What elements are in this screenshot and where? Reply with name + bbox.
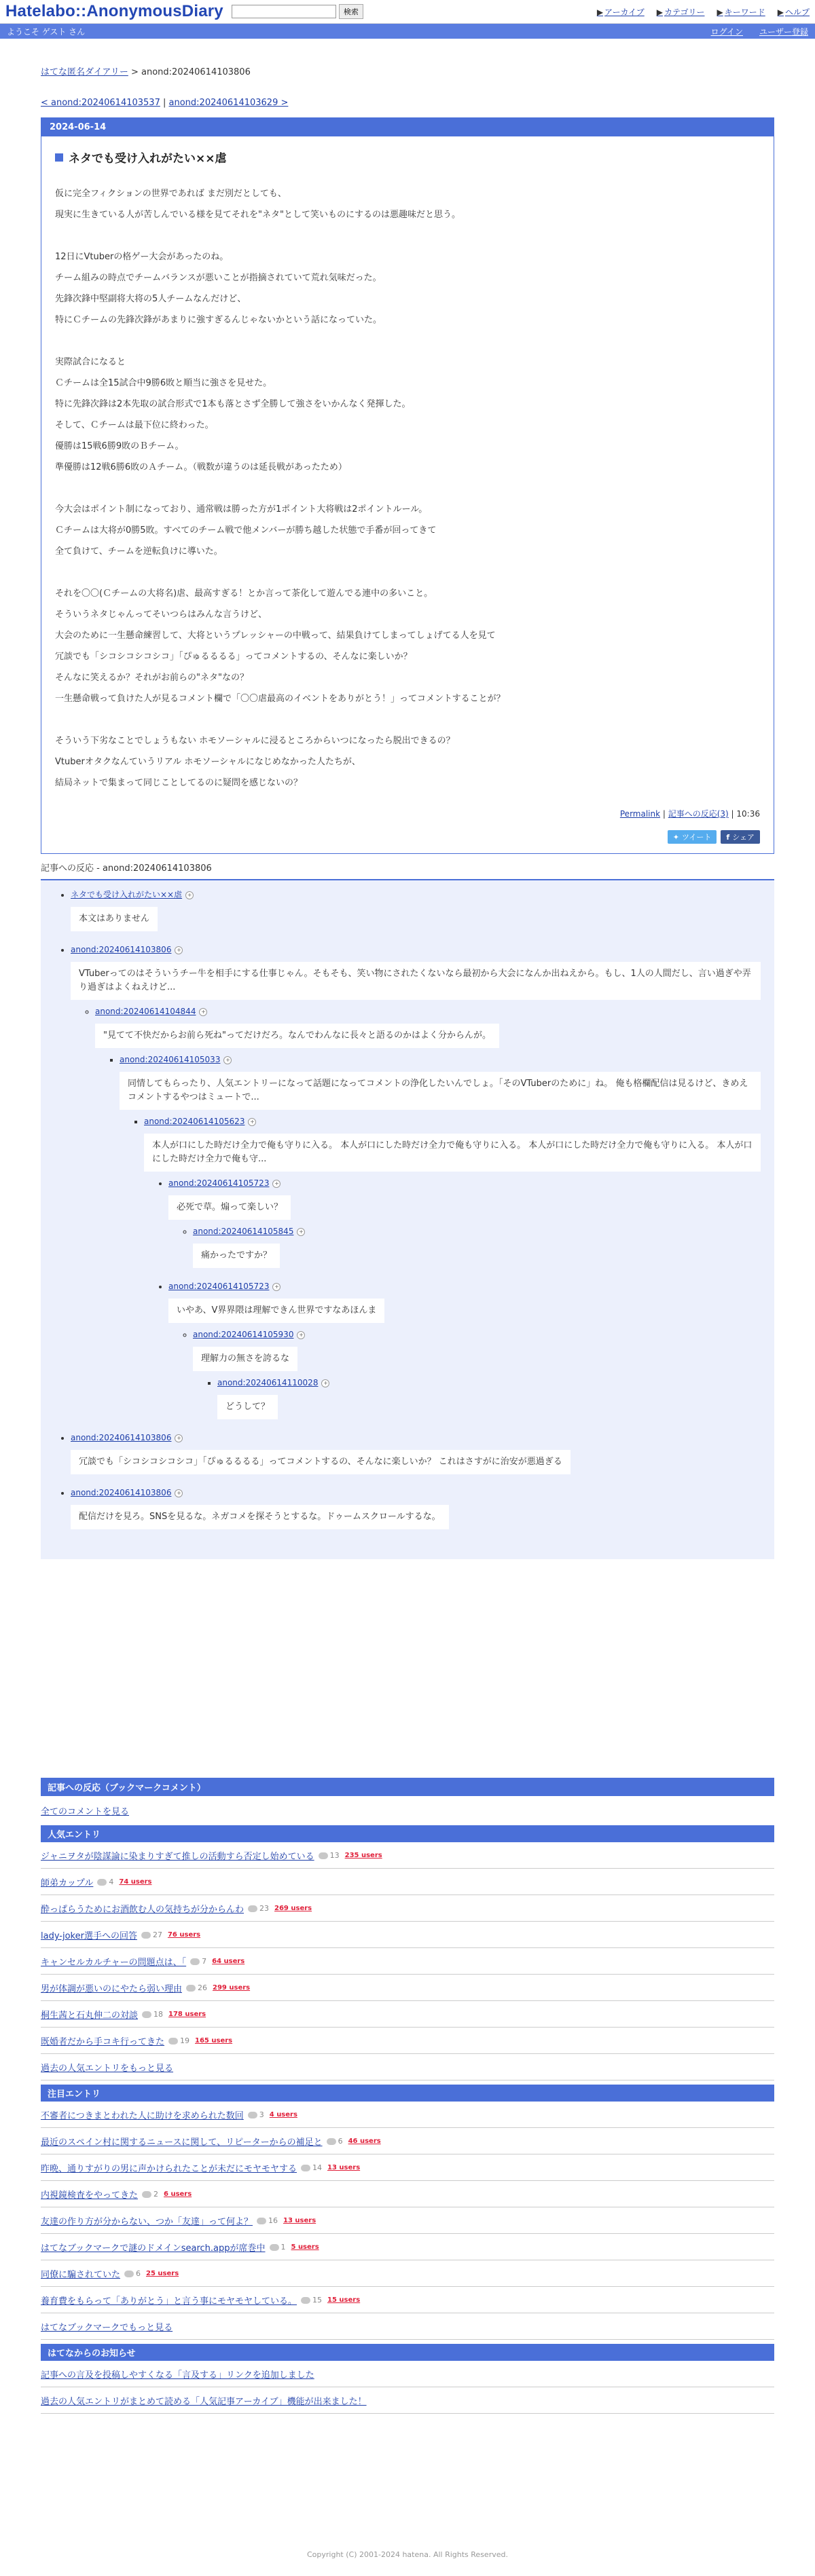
article-line: 特に先鋒次鋒は2本先取の試合形式で1本も落とさず全勝して強さをいかんなく発揮した。: [55, 399, 411, 409]
expand-icon[interactable]: +: [175, 1434, 183, 1442]
comment-count-value: 13: [329, 1851, 340, 1860]
prev-entry-link[interactable]: < anond:20240614103537: [41, 98, 160, 108]
response-link[interactable]: anond:20240614105723: [168, 1178, 270, 1188]
popular-more-link[interactable]: 過去の人気エントリをもっと見る: [41, 2064, 174, 2074]
expand-icon[interactable]: +: [185, 891, 194, 899]
paragraph: [55, 246, 760, 331]
entry-title-link[interactable]: ジャニヲタが陰謀論に染まりすぎて推しの活動すら否定し始めている: [41, 1852, 314, 1862]
comment-count-value: 4: [109, 1878, 114, 1886]
response-body: "見てて不快だからお前ら死ね"ってだけだろ。なんでわんなに長々と語るのかはよく分からんが。: [95, 1024, 499, 1048]
main-content: [41, 64, 774, 2414]
comment-count-value: 14: [312, 2163, 323, 2172]
footer-copyright: Copyright (C) 2001-2024 hatena. All Rights Reserved.: [307, 2550, 508, 2559]
article-line: Ｃチームは大将が0勝5敗。すべてのチーム戦で他メンバーが勝ち越した状態で手番が回ってきて: [55, 525, 437, 536]
comment-count: [142, 2010, 163, 2019]
bookmark-users-badge[interactable]: 15 users: [327, 2296, 361, 2304]
entry-title-link[interactable]: はてなブックマークで謎のドメインsearch.appが席巻中: [41, 2243, 266, 2254]
comment-count: [248, 2110, 264, 2119]
response-item: [193, 1227, 761, 1275]
comment-count-value: 6: [338, 2137, 343, 2146]
article-line: 現実に生きている人が苦しんでいる様を見てそれを"ネタ"として笑いものにするのは悪趣味だと思う。: [55, 210, 460, 220]
expand-icon[interactable]: +: [297, 1331, 305, 1339]
comment-count: [248, 1904, 269, 1913]
comment-bubble-icon: [142, 2011, 151, 2018]
entry-row: [41, 1842, 774, 1869]
comment-bubble-icon: [124, 2271, 134, 2277]
pager: [41, 98, 774, 108]
response-link[interactable]: ネタでも受け入れがたい××虐: [71, 890, 183, 899]
comment-count-value: 27: [152, 1930, 162, 1939]
article-text: [55, 183, 760, 794]
response-item: [71, 945, 761, 1426]
nav-help[interactable]: [778, 6, 810, 18]
bird-icon: ✦: [672, 832, 679, 842]
share-label: シェア: [732, 833, 755, 842]
breadcrumb-root[interactable]: はてな匿名ダイアリー: [41, 67, 128, 77]
response-body: 配信だけを見ろ。SNSを見るな。ネガコメを探そうとするな。ドゥームスクロールするな。: [71, 1505, 449, 1529]
response-item: [71, 889, 761, 938]
comment-count: [257, 2216, 278, 2225]
comment-count-value: 16: [268, 2216, 278, 2225]
entry-title-link[interactable]: 最近のスペイン村に関するニュースに関して、リピーターからの補足と: [41, 2138, 323, 2148]
comment-count-value: 2: [153, 2190, 159, 2199]
comment-count: [168, 2036, 189, 2045]
expand-icon[interactable]: +: [272, 1283, 280, 1291]
top-nav: [597, 6, 810, 18]
bookmark-users-badge[interactable]: 269 users: [274, 1905, 312, 1912]
article-line: 先鋒次鋒中堅副将大将の5人チームなんだけど、: [55, 294, 247, 304]
bookmark-users-badge[interactable]: 76 users: [167, 1931, 201, 1939]
paragraph: [55, 499, 760, 562]
comment-bubble-icon: [142, 2191, 151, 2198]
responses-title: 記事への反応 - anond:20240614103806: [41, 863, 212, 874]
next-entry-link[interactable]: anond:20240614103629 >: [168, 98, 289, 108]
site-logo[interactable]: Hatelabo::AnonymousDiary: [5, 2, 223, 20]
entry-title-link[interactable]: 男が体調が悪いのにやたら弱い理由: [41, 1984, 183, 1994]
comment-count: [301, 2296, 322, 2304]
expand-icon[interactable]: +: [199, 1008, 207, 1016]
response-link[interactable]: anond:20240614105623: [144, 1117, 245, 1126]
article-line: それを〇〇(Ｃチームの大将名)虐、最高すぎる！とか言って茶化して遊んでる連中の多いこと。: [55, 589, 433, 599]
response-item: [71, 1433, 761, 1481]
permalink[interactable]: Permalink: [619, 809, 661, 819]
expand-icon[interactable]: +: [175, 946, 183, 954]
comment-count: [301, 2163, 322, 2172]
response-link[interactable]: anond:20240614105930: [193, 1330, 294, 1339]
article-line: 大会のために一生懸命練習して、大将というプレッシャーの中戦って、結果負けてしまってしょげてる人を見て: [55, 631, 496, 641]
bookmark-users-badge[interactable]: 64 users: [212, 1958, 245, 1965]
comment-count-value: 23: [259, 1904, 270, 1913]
comment-count: [141, 1930, 162, 1939]
paragraph: [55, 352, 760, 478]
welcome-bar: [0, 24, 815, 39]
response-list: [193, 1378, 761, 1426]
bookmark-users-badge[interactable]: 235 users: [344, 1852, 382, 1859]
entry-row: [41, 2234, 774, 2260]
entry-row: [41, 2207, 774, 2234]
response-list: [120, 1117, 761, 1426]
bookmark-users-badge[interactable]: 46 users: [348, 2138, 381, 2145]
article-line: チーム組みの時点でチームバランスが悪いことが指摘されていて荒れ気味だった。: [55, 273, 382, 283]
expand-icon[interactable]: +: [175, 1489, 183, 1497]
share-buttons: [55, 830, 760, 844]
triangle-right-icon: ▶: [777, 7, 784, 17]
article-line: そして、Ｃチームは最下位に終わった。: [55, 420, 214, 430]
triangle-right-icon: ▶: [717, 7, 723, 17]
entry-title-link[interactable]: 酔っぱらうためにお酒飲む人の気持ちが分からんわ: [41, 1905, 244, 1915]
entry-row: [41, 2128, 774, 2154]
entry-title-link[interactable]: lady-joker選手への回答: [41, 1931, 137, 1941]
expand-icon[interactable]: +: [272, 1180, 280, 1188]
article-line: 今大会はポイント制になっており、通常戦は勝った方が1ポイント大将戦は2ポイントルール。: [55, 504, 428, 515]
post-time: 10:36: [736, 809, 760, 819]
response-body: 本文はありません: [71, 907, 158, 931]
comment-bubble-icon: [301, 2165, 310, 2171]
entry-title-link[interactable]: 桐生茜と石丸伸二の対談: [41, 2011, 139, 2021]
article-title-text: ネタでも受け入れがたい××虐: [69, 152, 227, 166]
response-link[interactable]: anond:20240614103806: [71, 1488, 172, 1497]
response-body: どうして？: [217, 1395, 278, 1419]
responses-link[interactable]: 記事への反応(3): [668, 809, 729, 819]
comment-bubble-icon: [168, 2038, 178, 2045]
response-list: [71, 1007, 761, 1426]
comment-count: [186, 1983, 207, 1992]
comment-bubble-icon: [248, 2112, 257, 2118]
top-bar: [0, 0, 815, 24]
comment-count-value: 3: [259, 2110, 264, 2119]
response-list: [144, 1178, 761, 1426]
response-item: [120, 1055, 761, 1426]
facebook-icon: f: [726, 832, 730, 842]
expand-icon[interactable]: +: [321, 1379, 329, 1387]
comment-count: [270, 2243, 286, 2252]
expand-icon[interactable]: +: [297, 1228, 305, 1236]
bookmark-users-badge[interactable]: 299 users: [213, 1984, 251, 1992]
entry-title-link[interactable]: 同僚に騙されていた: [41, 2270, 121, 2280]
bookmark-users-badge[interactable]: 13 users: [283, 2217, 316, 2224]
entry-row: [41, 1975, 774, 2001]
notice-header: はてなからのお知らせ: [41, 2344, 774, 2361]
response-body: 同情してもらったり、人気エントリーになって話題になってコメントの浄化したいんでしょ。「そのVTuberのために」ね。 俺も格欄配信は見るけど、きめえコメントするやつはミュートで...: [120, 1072, 761, 1110]
article-title: [55, 149, 760, 166]
comment-count-value: 15: [312, 2296, 323, 2304]
popular-list: [41, 1842, 774, 2054]
triangle-right-icon: ▶: [596, 7, 604, 17]
bookmark-users-badge[interactable]: 25 users: [146, 2270, 179, 2277]
response-body: いやあ、V界界隈は理解できん世界ですなあほんま: [168, 1299, 384, 1323]
comment-bubble-icon: [248, 1905, 257, 1912]
comment-count: [97, 1878, 113, 1886]
comment-bubble-icon: [186, 1985, 196, 1992]
ad-space: [41, 1559, 774, 1778]
response-item: [168, 1178, 761, 1275]
article-date: 2024-06-14: [41, 118, 774, 136]
comment-count-value: 19: [180, 2036, 190, 2045]
article-line: そういうネタじゃんってそいつらはみんな言うけど、: [55, 610, 268, 620]
article-line: 12日にVtuberの格ゲー大会があったのね。: [55, 252, 229, 262]
nav-archive-label: アーカイブ: [604, 7, 645, 17]
response-body: VTuberってのはそういうチー牛を相手にする仕事じゃん。そもそも、笑い物にされたくないなら最初から大会になんか出ねえから。もし、1人の人間だし、言い過ぎや弄り過ぎはよくねえけど...: [71, 962, 761, 1000]
welcome-text: ようこそ ゲスト さん: [7, 26, 86, 37]
entry-row: [41, 2028, 774, 2054]
article-line: 一生懸命戦って負けた人が見るコメント欄で「〇〇虐最高のイベントをありがとう！」ってコメントすることが？: [55, 694, 505, 704]
nav-archive[interactable]: [597, 6, 645, 18]
entry-row: [41, 2001, 774, 2028]
response-body: 冗談でも「シコシコシコシコ」「ぴゅるるるる」ってコメントするの、そんなに楽しいか？ これはさすがに治安が悪過ぎる: [71, 1450, 570, 1474]
entry-title-link[interactable]: 既婚者だから手コキ行ってきた: [41, 2037, 165, 2047]
response-item: [168, 1282, 761, 1426]
notable-header: 注目エントリ: [41, 2085, 774, 2102]
comment-count: [319, 1851, 340, 1860]
popular-header: 人気エントリ: [41, 1825, 774, 1842]
bookmark-users-badge[interactable]: 5 users: [291, 2243, 319, 2251]
response-link[interactable]: anond:20240614103806: [71, 945, 172, 954]
comment-bubble-icon: [301, 2297, 310, 2304]
response-link[interactable]: anond:20240614105845: [193, 1227, 294, 1236]
response-list: [168, 1330, 761, 1426]
bookmark-users-badge[interactable]: 4 users: [269, 2111, 297, 2118]
entry-title-link[interactable]: 不審者につきまとわれた人に助けを求められた数回: [41, 2111, 244, 2121]
article-line: そういう下劣なことでしょうもない ホモソーシャルに浸るところからいつになったら脱出できるの？: [55, 736, 455, 746]
comment-bubble-icon: [190, 1958, 200, 1965]
paragraph: [55, 183, 760, 225]
triangle-right-icon: ▶: [656, 7, 663, 17]
comment-count: [190, 1957, 206, 1966]
entry-row: [41, 2260, 774, 2287]
nav-help-label: ヘルプ: [784, 7, 810, 17]
entry-row: [41, 1948, 774, 1975]
response-link[interactable]: anond:20240614105723: [168, 1282, 270, 1291]
comment-count-value: 26: [198, 1983, 208, 1992]
paragraph: [55, 583, 760, 709]
entry-row: [41, 1922, 774, 1948]
response-body: 理解力の無さを誇るな: [193, 1347, 297, 1371]
comment-count-value: 6: [136, 2269, 141, 2278]
notable-more-link[interactable]: はてなブックマークでもっと見る: [41, 2323, 173, 2333]
bookmark-comments-header: 記事への反応（ブックマークコメント）: [41, 1778, 774, 1796]
bookmark-users-badge[interactable]: 74 users: [119, 1878, 152, 1886]
response-body: 本人が口にした時だけ全力で俺も守りに入る。 本人が口にした時だけ全力で俺も守りに入る。 本人が口にした時だけ全力で俺も守りに入る。 本人が口にした時だけ全力で俺も守...: [144, 1134, 761, 1172]
article-body: [41, 136, 774, 853]
search-button[interactable]: 検索: [339, 4, 363, 19]
article-line: Ｃチームは全15試合中9勝6敗と順当に強さを見せた。: [55, 378, 272, 388]
response-body: 痛かったですか？: [193, 1244, 280, 1268]
bookmark-users-badge[interactable]: 6 users: [164, 2190, 192, 2198]
entry-title-link[interactable]: 師弟カップル: [41, 1878, 94, 1888]
article-line: 冗談でも「シコシコシコシコ」「ぴゅるるるる」ってコメントするの、そんなに楽しいか？: [55, 652, 412, 662]
comment-bubble-icon: [257, 2218, 266, 2224]
comment-bubble-icon: [327, 2138, 336, 2145]
comment-count: [124, 2269, 141, 2278]
article-line: 結局ネットで集まって同じことしてるのに疑問を感じないの？: [55, 778, 303, 788]
nav-keyword[interactable]: [717, 6, 765, 18]
square-icon: [55, 153, 63, 162]
response-body: 必死で草。煽って楽しい？: [168, 1195, 291, 1220]
nav-keyword-label: キーワード: [724, 7, 765, 17]
response-link[interactable]: anond:20240614105033: [120, 1055, 221, 1064]
facebook-share-button[interactable]: [721, 830, 760, 844]
response-item: [144, 1117, 761, 1426]
register-link[interactable]: ユーザー登録: [759, 26, 808, 37]
article: [41, 117, 774, 854]
bookmark-users-badge[interactable]: 165 users: [195, 2037, 233, 2045]
entry-row: [41, 2102, 774, 2128]
response-item: [193, 1330, 761, 1426]
comment-count-value: 1: [280, 2243, 286, 2252]
all-comments-link[interactable]: 全てのコメントを見る: [41, 1807, 130, 1817]
response-link[interactable]: anond:20240614103806: [71, 1433, 172, 1442]
response-list: [95, 1055, 761, 1426]
article-line: 全て負けて、チームを逆転負けに導いた。: [55, 546, 223, 557]
login-link[interactable]: ログイン: [710, 26, 743, 37]
nav-category-label: カテゴリー: [664, 7, 705, 17]
expand-icon[interactable]: +: [223, 1056, 232, 1064]
article-line: 準優勝は12戦6勝6敗のＡチーム。（戦数が違うのは延長戦があったため）: [55, 462, 347, 472]
notable-list: [41, 2102, 774, 2313]
entry-row: [41, 2287, 774, 2313]
article-line: Vtuberオタクなんていうリアル ホモソーシャルになじめなかった人たちが、: [55, 757, 361, 767]
entry-row: [41, 1869, 774, 1895]
article-line: 実際試合になると: [55, 357, 126, 367]
entry-title-link[interactable]: 内視鏡検査をやってきた: [41, 2190, 139, 2201]
entry-title-link[interactable]: 養育費をもらって「ありがとう」と言う事にモヤモヤしている。: [41, 2296, 297, 2307]
entry-title-link[interactable]: 友達の作り方が分からない、つか「友達」って何よ？: [41, 2217, 253, 2227]
comment-bubble-icon: [141, 1932, 151, 1939]
pager-sep: |: [160, 98, 169, 108]
notice-item[interactable]: 記事への言及を投稿しやすくなる「言及する」リンクを追加しました: [41, 2370, 314, 2381]
bookmark-users-badge[interactable]: 178 users: [168, 2011, 206, 2018]
breadcrumb: [41, 64, 774, 77]
entry-row: [41, 1895, 774, 1922]
article-line: 仮に完全フィクションの世界であれば まだ別だとしても、: [55, 189, 287, 199]
response-list: [54, 889, 761, 1536]
comment-count: [142, 2190, 158, 2199]
bookmark-users-badge[interactable]: 13 users: [327, 2164, 361, 2171]
notice-item[interactable]: 過去の人気エントリがまとめて読める「人気記事アーカイブ」機能が出来ました！: [41, 2397, 367, 2407]
article-footer: Permalink | 記事への反応(3) | 10:36: [619, 809, 760, 819]
entry-title-link[interactable]: 昨晩、通りすがりの男に声かけられたことが未だにモヤモヤする: [41, 2164, 297, 2174]
tweet-button[interactable]: [668, 830, 717, 844]
comment-bubble-icon: [319, 1852, 328, 1859]
entry-row: [41, 2154, 774, 2181]
paragraph: [55, 730, 760, 794]
response-link[interactable]: anond:20240614110028: [217, 1378, 319, 1387]
response-item: [95, 1007, 761, 1426]
response-link[interactable]: anond:20240614104844: [95, 1007, 196, 1016]
comment-count-value: 18: [153, 2010, 164, 2019]
entry-title-link[interactable]: キャンセルカルチャーの問題点は、「: [41, 1958, 187, 1968]
responses-tree: [41, 879, 774, 1559]
article-line: 優勝は15戦6勝9敗のＢチーム。: [55, 441, 184, 451]
entry-row: [41, 2181, 774, 2207]
response-item: [71, 1488, 761, 1536]
comment-count: [327, 2137, 343, 2146]
comment-bubble-icon: [270, 2244, 279, 2251]
tweet-label: ツイート: [681, 833, 712, 842]
search-input[interactable]: [232, 5, 336, 18]
article-line: そんなに笑えるか？それがお前らの"ネタ"なの？: [55, 673, 249, 683]
breadcrumb-sep: >: [128, 67, 142, 77]
comment-bubble-icon: [97, 1879, 107, 1886]
article-line: 特にＣチームの先鋒次鋒があまりに強すぎるんじゃないかという話になっていた。: [55, 315, 382, 325]
breadcrumb-current: anond:20240614103806: [141, 67, 251, 77]
response-item: [217, 1378, 761, 1426]
expand-icon[interactable]: +: [248, 1118, 256, 1126]
nav-category[interactable]: [657, 6, 705, 18]
comment-count-value: 7: [202, 1957, 207, 1966]
response-list: [168, 1227, 761, 1275]
